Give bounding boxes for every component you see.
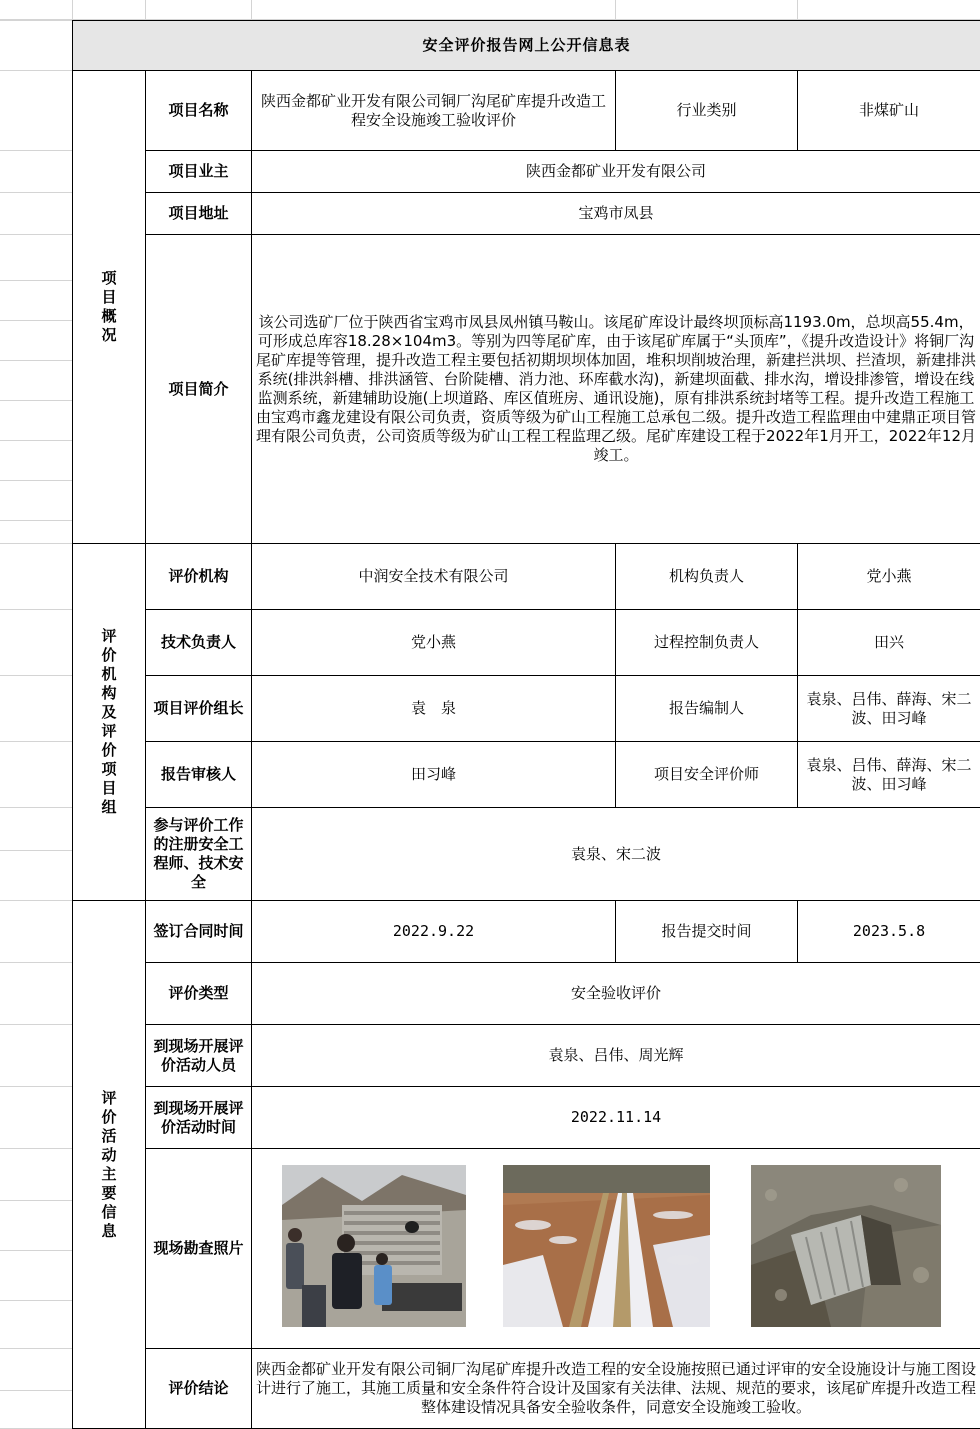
reviewer-value: 田习峰 bbox=[252, 742, 616, 808]
assessor-label: 项目安全评价师 bbox=[616, 742, 798, 808]
address-label: 项目地址 bbox=[146, 193, 252, 235]
compiler-value: 袁泉、吕伟、薛海、宋二波、田习峰 bbox=[798, 676, 980, 742]
section-overview-label: 项目概况 bbox=[101, 269, 117, 344]
page-title: 安全评价报告网上公开信息表 bbox=[73, 21, 980, 71]
eval-type-label: 评价类型 bbox=[146, 963, 252, 1025]
photos-cell bbox=[252, 1149, 980, 1349]
site-photo-drainage-channel-snow bbox=[503, 1165, 710, 1327]
conclusion-label: 评价结论 bbox=[146, 1349, 252, 1429]
registered-label: 参与评价工作的注册安全工程师、技术安全 bbox=[146, 808, 252, 901]
intro-text: 该公司选矿厂位于陕西省宝鸡市凤县凤州镇马鞍山。该尾矿库设计最终坝顶标高1193.0m，总坝高55.4m，可形成总库容18.28×104m3。等别为四等尾矿库，由于该尾矿库属于“头顶库”，《提升改造设计》将铜厂沟尾矿库提等管理，提升改造工程主要包括初期坝坝体加固，堆积坝削坡治理，新建拦洪坝、拦渣坝，新建排洪系统(排洪斜槽、排洪涵管、台阶陡槽、消力池、环库截水沟)，新建坝面截、排水沟，增设排渗管，增设在线监测系统，新建辅助设施(上坝道路、库区值班房、通讯设施)，原有排洪系统封堵等工程。提升改造工程施工由宝鸡市鑫龙建设有限公司负责，资质等级为矿山工程施工总承包二级。提升改造工程监理由中建鼎正项目管理有限公司负责，公司资质等级为矿山工程工程监理乙级。尾矿库建设工程于2022年1月开工，2022年12月竣工。 bbox=[252, 235, 980, 544]
industry-value: 非煤矿山 bbox=[798, 71, 980, 151]
process-head-value: 田兴 bbox=[798, 610, 980, 676]
tech-head-value: 党小燕 bbox=[252, 610, 616, 676]
team-leader-label: 项目评价组长 bbox=[146, 676, 252, 742]
section-org bbox=[73, 544, 146, 901]
agency-head-value: 党小燕 bbox=[798, 544, 980, 610]
section-activity bbox=[73, 901, 146, 1429]
project-name: 陕西金都矿业开发有限公司铜厂沟尾矿库提升改造工程安全设施竣工验收评价 bbox=[252, 71, 616, 151]
section-activity-label: 评价活动主要信息 bbox=[101, 1088, 117, 1240]
intro-label: 项目简介 bbox=[146, 235, 252, 544]
reviewer-label: 报告审核人 bbox=[146, 742, 252, 808]
tech-head-label: 技术负责人 bbox=[146, 610, 252, 676]
compiler-label: 报告编制人 bbox=[616, 676, 798, 742]
agency-value: 中润安全技术有限公司 bbox=[252, 544, 616, 610]
info-table bbox=[72, 20, 980, 1429]
site-date-value: 2022.11.14 bbox=[252, 1087, 980, 1149]
conclusion-text: 陕西金都矿业开发有限公司铜厂沟尾矿库提升改造工程的安全设施按照已通过评审的安全设施设计与施工图设计进行了施工，其施工质量和安全条件符合设计及国家有关法律、法规、规范的要求，该尾矿库提升改造工程整体建设情况具备安全验收条件，同意安全设施竣工验收。 bbox=[252, 1349, 980, 1429]
address-value: 宝鸡市凤县 bbox=[252, 193, 980, 235]
process-head-label: 过程控制负责人 bbox=[616, 610, 798, 676]
owner-label: 项目业主 bbox=[146, 151, 252, 193]
site-photo-spillway-structure bbox=[751, 1165, 941, 1327]
site-date-label: 到现场开展评价活动时间 bbox=[146, 1087, 252, 1149]
project-name-label: 项目名称 bbox=[146, 71, 252, 151]
section-org-label: 评价机构及评价项目组 bbox=[101, 627, 117, 816]
industry-label: 行业类别 bbox=[616, 71, 798, 151]
submit-date-label: 报告提交时间 bbox=[616, 901, 798, 963]
contract-date-value: 2022.9.22 bbox=[252, 901, 616, 963]
site-staff-value: 袁泉、吕伟、周光辉 bbox=[252, 1025, 980, 1087]
photos-label: 现场勘查照片 bbox=[146, 1149, 252, 1349]
agency-head-label: 机构负责人 bbox=[616, 544, 798, 610]
owner-value: 陕西金都矿业开发有限公司 bbox=[252, 151, 980, 193]
site-photo-dam-inspection bbox=[282, 1165, 466, 1327]
submit-date-value: 2023.5.8 bbox=[798, 901, 980, 963]
eval-type-value: 安全验收评价 bbox=[252, 963, 980, 1025]
assessor-value: 袁泉、吕伟、薛海、宋二波、田习峰 bbox=[798, 742, 980, 808]
contract-date-label: 签订合同时间 bbox=[146, 901, 252, 963]
registered-value: 袁泉、宋二波 bbox=[252, 808, 980, 901]
team-leader-value: 袁 泉 bbox=[252, 676, 616, 742]
agency-label: 评价机构 bbox=[146, 544, 252, 610]
site-staff-label: 到现场开展评价活动人员 bbox=[146, 1025, 252, 1087]
section-overview bbox=[73, 71, 146, 544]
